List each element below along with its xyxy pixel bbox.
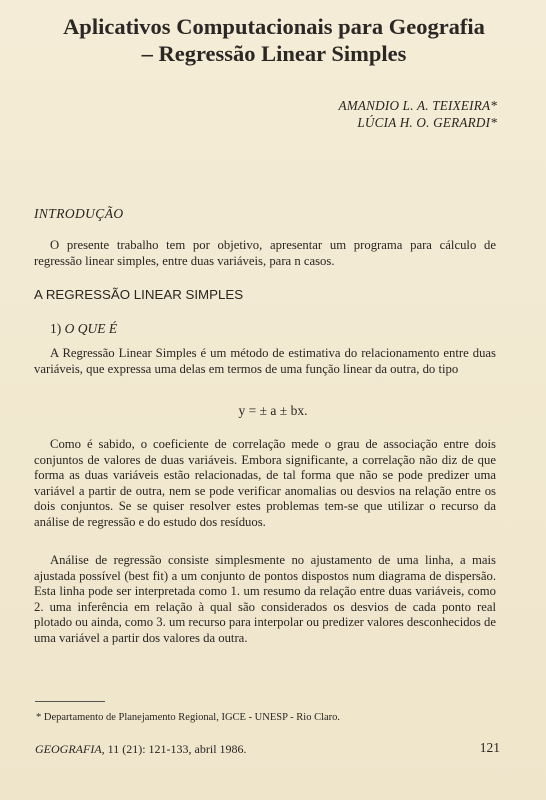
citation-journal: GEOGRAFIA,: [35, 742, 105, 756]
paper-title: [24, 13, 524, 67]
intro-heading: INTRODUÇÃO: [34, 206, 124, 221]
citation: [35, 742, 247, 757]
subsection-title: O QUE É: [64, 321, 118, 336]
subsection-number: 1): [50, 321, 62, 336]
citation-details: 11 (21): 121-133, abril 1986.: [107, 742, 247, 756]
title-line-2: – Regressão Linear Simples: [141, 41, 407, 66]
footnote-divider: [35, 701, 105, 702]
equation: y = ± a ± bx.: [238, 403, 308, 418]
subsection-heading: [50, 321, 117, 337]
section-heading: A REGRESSÃO LINEAR SIMPLES: [34, 287, 244, 302]
paragraph-2: Como é sabido, o coeficiente de correlação mede o grau de associação entre dois conjuntos de valores de duas variáveis. Embora significante, a correlação não diz de que forma as duas variáveis estão relacionadas, de tal forma que não se pode predizer uma variável a partir de outra, nem se pode verificar anomalias ou desvios na relação entre os dois conjuntos. Se se quiser resolver estes problemas tem-se que utilizar o recurso da análise de regressão e do estudo dos resíduos.: [34, 437, 496, 529]
title-line-1: Aplicativos Computacionais para Geografia: [63, 14, 485, 39]
paragraph-1: A Regressão Linear Simples é um método de estimativa do relacionamento entre duas variáveis, que expressa uma delas em termos de uma função linear da outra, do tipo: [34, 346, 496, 376]
intro-paragraph: O presente trabalho tem por objetivo, apresentar um programa para cálculo de regressão linear simples, entre duas variáveis, para n casos.: [34, 238, 496, 268]
footnote: * Departamento de Planejamento Regional, IGCE - UNESP - Rio Claro.: [36, 712, 341, 723]
paragraph-3: Análise de regressão consiste simplesmente no ajustamento de uma linha, a mais ajustada possível (best fit) a um conjunto de pontos dispostos num diagrama de dispersão. Esta linha pode ser interpretada como 1. um resumo da relação entre duas variáveis, como 2. uma inferência em relação à qual são considerados os desvios de cada ponto real plotado ou ainda, como 3. um recurso para interpolar ou predizer valores desconhecidos de uma variável a partir dos valores da outra.: [34, 553, 496, 645]
author-2: LÚCIA H. O. GERARDI*: [357, 115, 497, 130]
page-number: 121: [479, 740, 500, 755]
author-1: AMANDIO L. A. TEIXEIRA*: [338, 98, 497, 113]
